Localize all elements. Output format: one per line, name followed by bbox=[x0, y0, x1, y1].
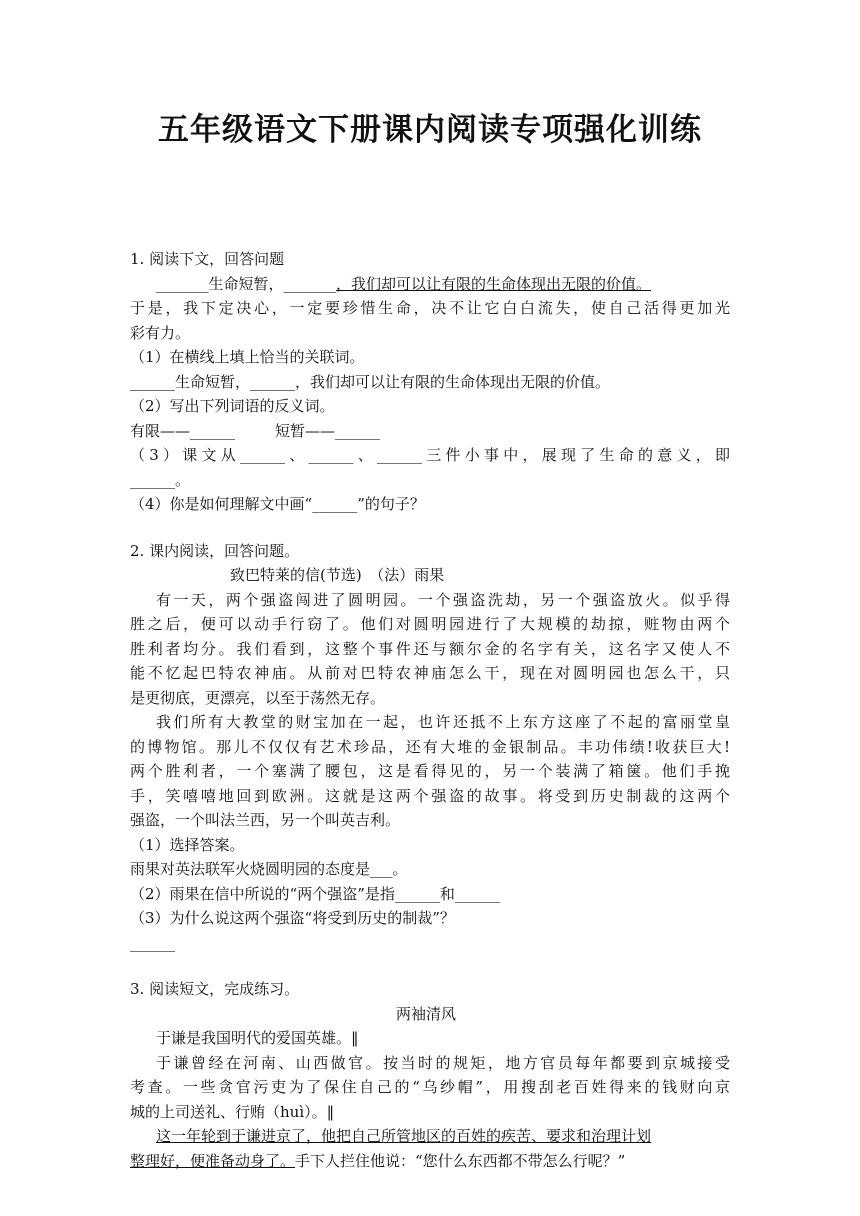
q1-sub3-line1: （3）课文从______、______、______三件小事中，展现了生命的意义，即 bbox=[130, 446, 730, 464]
q2-sub3-prompt: （3）为什么说这两个强盗“将受到历史的制裁”？ bbox=[130, 909, 455, 927]
q2-sub1-line: 雨果对英法联军火烧圆明园的态度是___。 bbox=[130, 860, 408, 878]
q2-p2-line5: 强盗，一个叫法兰西，另一个叫英吉利。 bbox=[130, 811, 401, 829]
q2-p1-line4: 能不忆起巴特农神庙。从前对巴特农神庙怎么干，现在对圆明园也怎么干，只 bbox=[130, 664, 730, 682]
q3-p3-underlined1: 这一年轮到于谦进京了，他把自己所管地区的百姓的疾苦、要求和治理计划 bbox=[156, 1127, 652, 1145]
q2-p2-line4: 手，笑嘻嘻地回到欧洲。这就是这两个强盗的故事。将受到历史制裁的这两个 bbox=[130, 786, 730, 805]
page-title: 五年级语文下册课内阅读专项强化训练 bbox=[158, 112, 702, 148]
q1-sub1-line: ______生命短暂，______，我们却可以让有限的生命体现出无限的价值。 bbox=[130, 372, 611, 391]
q3-p2-line3: 城的上司送礼、行贿（huì）。‖ bbox=[130, 1102, 335, 1121]
q2-p1-line1: 有一天，两个强盗闯进了圆明园。一个强盗洗劫，另一个强盗放火。似乎得 bbox=[156, 590, 730, 609]
q1-sub3-line2: ______。 bbox=[130, 470, 191, 489]
q2-subtitle: 致巴特莱的信(节选) （法）雨果 bbox=[230, 566, 445, 584]
q3-p3-line1 bbox=[130, 1124, 730, 1149]
q2-sub2-prompt: （2）雨果在信中所说的“两个强盗”是指______和______ bbox=[130, 884, 500, 903]
q1-passage-text1: 生命短暂， bbox=[208, 274, 284, 293]
q2-sub3-blank: ______ bbox=[130, 933, 175, 952]
q3-heading: 3. 阅读短文，完成练习。 bbox=[130, 980, 300, 998]
q1-passage-blank1: _______ bbox=[156, 274, 209, 293]
q2-p1-line2: 胜之后，便可以动手行窃了。他们对圆明园进行了大规模的劫掠，赃物由两个 bbox=[130, 615, 730, 633]
q2-p2-line3: 两个胜利者，一个塞满了腰包，这是看得见的，另一个装满了箱箧。他们手挽 bbox=[130, 762, 730, 780]
q2-sub1-prompt: （1）选择答案。 bbox=[130, 835, 245, 854]
q2-p2-line1: 我们所有大教堂的财宝加在一起，也许还抵不上东方这座了不起的富丽堂皇 bbox=[156, 713, 730, 731]
q3-p1: 于谦是我国明代的爱国英雄。‖ bbox=[156, 1029, 359, 1047]
q3-subtitle: 两袖清风 bbox=[396, 1004, 457, 1023]
q3-p2-line1: 于谦曾经在河南、山西做官。按当时的规矩，地方官员每年都要到京城接受 bbox=[156, 1053, 730, 1072]
q2-p2-line2: 的博物馆。那儿不仅仅有艺术珍品，还有大堆的金银制品。丰功伟绩!收获巨大! bbox=[130, 737, 730, 756]
q3-p3-line2 bbox=[130, 1149, 730, 1174]
q3-p3-rest: 手下人拦住他说：“您什么东西都不带怎么行呢？” bbox=[295, 1151, 626, 1170]
q3-p2-line2: 考查。一些贪官污吏为了保住自己的“乌纱帽”，用搜刮老百姓得来的钱财向京 bbox=[130, 1078, 730, 1096]
q1-antonym-a: 有限——______ bbox=[130, 421, 236, 440]
q1-sub2-line bbox=[130, 419, 730, 444]
q3-p3-underlined2: 整理好，便准备动身了。 bbox=[130, 1151, 296, 1170]
q1-sub2-prompt: （2）写出下列词语的反义词。 bbox=[130, 397, 335, 415]
q2-p1-line3: 胜利者均分。我们看到，这整个事件还与额尔金的名字有关，这名字又使人不 bbox=[130, 639, 730, 658]
q1-passage-line3: 彩有力。 bbox=[130, 323, 191, 342]
document-body bbox=[130, 247, 730, 1173]
q1-antonym-b: 短暂——______ bbox=[275, 421, 381, 440]
q1-sub4-prompt: （4）你是如何理解文中画“______”的句子？ bbox=[130, 495, 425, 513]
q1-passage-line1 bbox=[130, 272, 730, 297]
q1-passage-underlined: ，我们却可以让有限的生命体现出无限的价值。 bbox=[336, 274, 652, 293]
q2-p1-line5: 是更彻底，更漂亮，以至于荡然无存。 bbox=[130, 688, 386, 707]
q2-heading: 2. 课内阅读，回答问题。 bbox=[130, 541, 300, 560]
q1-passage-line2: 于是，我下定决心，一定要珍惜生命，决不让它白白流失，使自己活得更加光 bbox=[130, 299, 730, 317]
q1-passage-blank2: _______ bbox=[283, 274, 337, 293]
q1-heading: 1. 阅读下文，回答问题 bbox=[130, 250, 285, 268]
q1-sub1-prompt: （1）在横线上填上恰当的关联词。 bbox=[130, 348, 365, 366]
